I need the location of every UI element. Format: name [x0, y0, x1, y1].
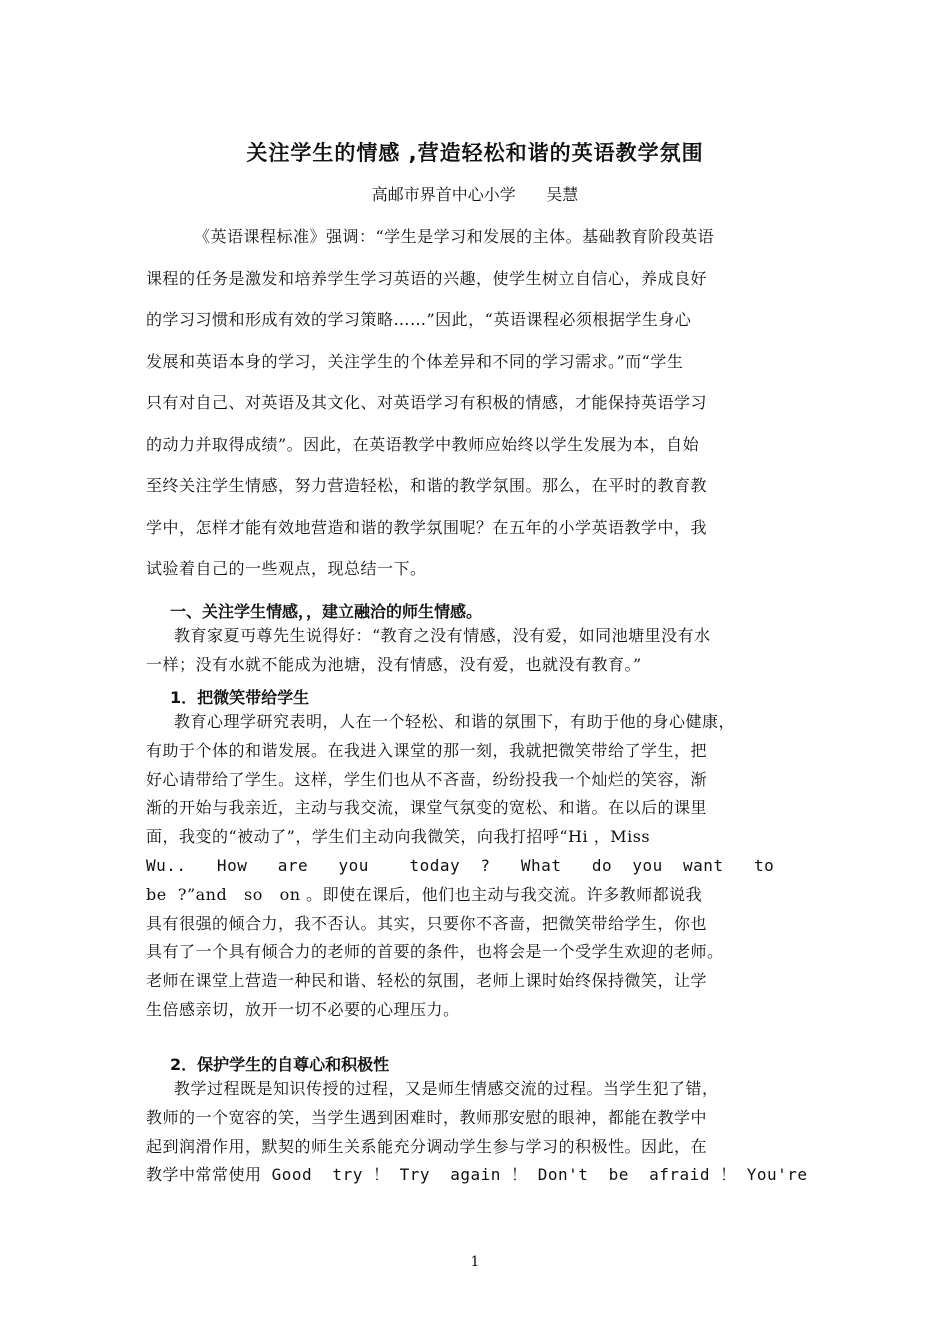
subsection2-paragraph — [146, 1075, 806, 1190]
paragraph-line: 渐的开始与我亲近，主动与我交流，课堂气氛变的宽松、和谐。在以后的课里 — [146, 798, 708, 818]
paragraph-line: 只有对自己、对英语及其文化、对英语学习有积极的情感，才能保持英语学习 — [146, 393, 708, 412]
paragraph-line: 一样；没有水就不能成为池塘，没有情感，没有爱，也就没有教育。” — [146, 654, 642, 674]
paragraph-line: 具有了一个具有倾合力的老师的首要的条件，也将会是一个受学生欢迎的老师。 — [146, 942, 724, 962]
paragraph-line: 发展和英语本身的学习，关注学生的个体差异和不同的学习需求。”而“学生 — [146, 351, 684, 371]
paragraph-line: 试验着自己的一些观点，现总结一下。 — [146, 559, 427, 578]
subsection1-paragraph — [146, 708, 806, 1025]
paragraph-line: 起到润滑作用，默契的师生关系能充分调动学生参与学习的积极性。因此，在 — [146, 1136, 708, 1156]
paragraph-line: 具有很强的倾合力，我不否认。其实，只要你不吝啬，把微笑带给学生，你也 — [146, 913, 708, 933]
subsection-heading-1: 1．把微笑带给学生 — [170, 688, 310, 707]
paragraph-line: 《英语课程标准》强调：“学生是学习和发展的主体。基础教育阶段英语 — [194, 227, 715, 246]
paragraph-line: 教师的一个宽容的笑，当学生遇到困难时，教师那安慰的眼神，都能在教学中 — [146, 1107, 708, 1127]
intro-paragraph — [146, 216, 806, 590]
paragraph-line: 教学过程既是知识传授的过程，又是师生情感交流的过程。当学生犯了错， — [174, 1079, 719, 1098]
paragraph-line: 教育家夏丏尊先生说得好：“教育之没有情感，没有爱，如同池塘里没有水 — [174, 626, 711, 645]
paragraph-line: 好心请带给了学生。这样，学生们也从不吝啬，纷纷投我一个灿烂的笑容，渐 — [146, 769, 708, 789]
paragraph-line: 老师在课堂上营造一种民和谐、轻松的氛围，老师上课时始终保持微笑，让学 — [146, 971, 708, 991]
paragraph-line: 学中，怎样才能有效地营造和谐的教学氛围呢？在五年的小学英语教学中，我 — [146, 517, 708, 537]
paragraph-line: 有助于个体的和谐发展。在我进入课堂的那一刻，我就把微笑带给了学生，把 — [146, 740, 708, 760]
document-title: 关注学生的情感 ,营造轻松和谐的英语教学氛围 — [246, 141, 704, 165]
paragraph-line: be ?”and so on 。即使在课后，他们也主动与我交流。许多教师都说我 — [146, 884, 703, 904]
section-heading-1: 一、关注学生情感，，建立融洽的师生情感。 — [170, 602, 483, 621]
paragraph-line: 教育心理学研究表明，人在一个轻松、和谐的氛围下，有助于他的身心健康， — [174, 712, 736, 731]
paragraph-line: 至终关注学生情感，努力营造轻松，和谐的教学氛围。那么，在平时的教育教 — [146, 476, 708, 495]
section1-paragraph — [146, 622, 806, 680]
paragraph-line: Wu.. How are you today ? What do you want to — [146, 855, 775, 875]
paragraph-line: 教学中常常使用 Good try ！ Try again ！ Don't be afraid ！ You're — [146, 1165, 808, 1185]
subsection-heading-2: 2．保护学生的自尊心和积极性 — [170, 1055, 390, 1074]
paragraph-line: 生倍感亲切，放开一切不必要的心理压力。 — [146, 999, 460, 1019]
paragraph-line: 面，我变的“被动了”，学生们主动向我微笑，向我打招呼“Hi ，Miss — [146, 827, 651, 847]
page-number: 1 — [470, 1254, 480, 1270]
paragraph-line: 的学习习惯和形成有效的学习策略……”因此，“英语课程必须根据学生身心 — [146, 310, 692, 329]
paragraph-line: 课程的任务是激发和培养学生学习英语的兴趣，使学生树立自信心，养成良好 — [146, 268, 708, 288]
paragraph-line: 的动力并取得成绩”。因此，在英语教学中教师应始终以学生发展为本，自始 — [146, 434, 700, 454]
author-byline: 高邮市界首中心小学 吴慧 — [371, 185, 579, 204]
